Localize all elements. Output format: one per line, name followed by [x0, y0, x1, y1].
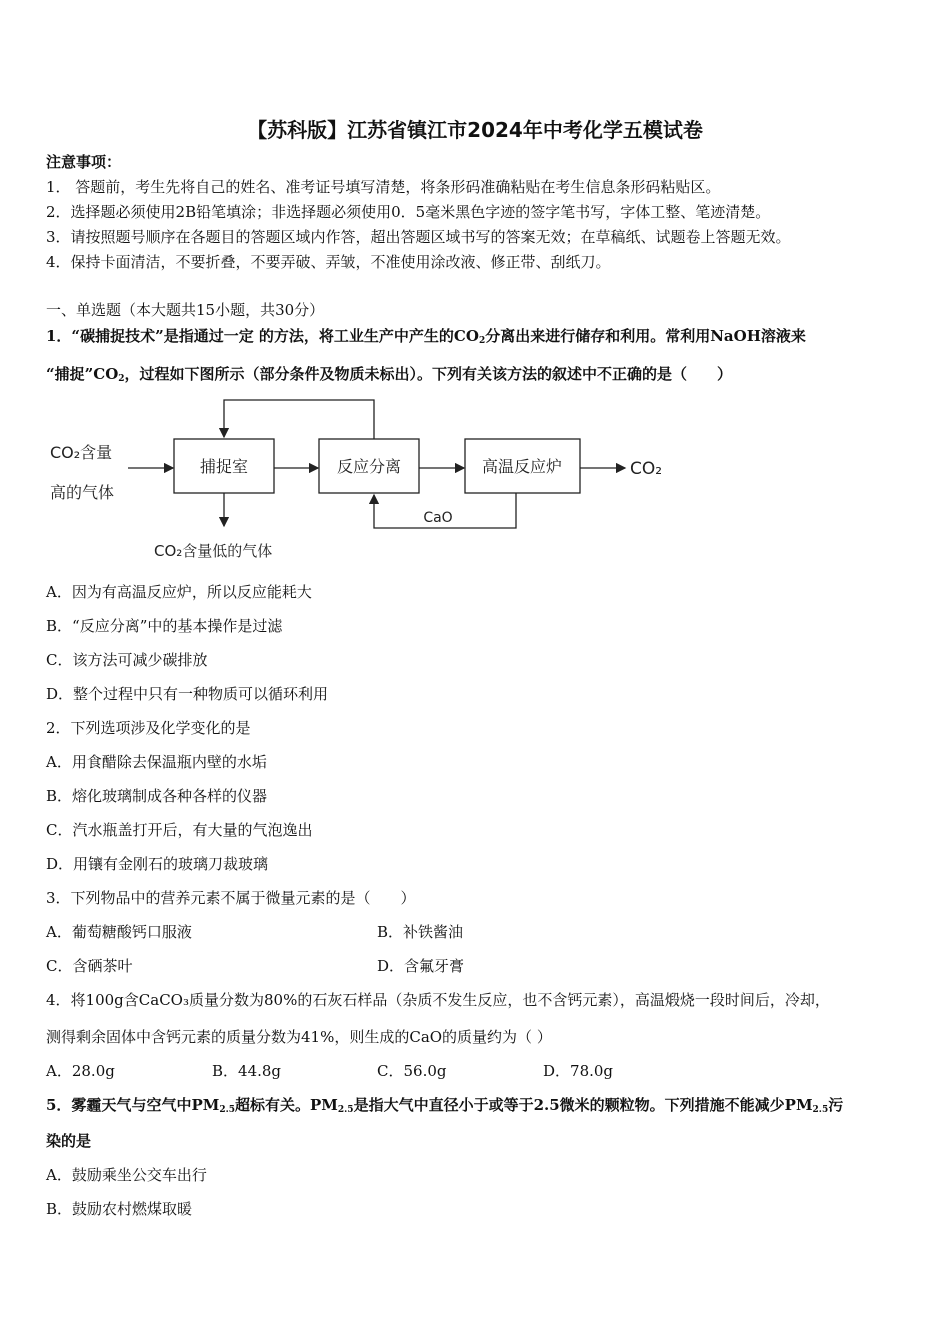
q1-option[interactable]: D．整个过程中只有一种物质可以循环利用 — [46, 685, 329, 703]
q5-option[interactable]: B．鼓励农村燃煤取暖 — [46, 1200, 193, 1218]
q1-option[interactable]: C．该方法可减少碳排放 — [46, 651, 208, 669]
q2-option[interactable]: A．用食醋除去保温瓶内壁的水垢 — [46, 753, 267, 771]
notice-item: 1． 答题前，考生先将自己的姓名、准考证号填写清楚，将条形码准确粘贴在考生信息条形码粘贴区。 — [46, 178, 721, 196]
section-heading: 一、单选题（本大题共15小题，共30分） — [46, 301, 325, 319]
capture-chamber-label: 捕捉室 — [199, 457, 249, 476]
q2-option[interactable]: D．用镶有金刚石的玻璃刀裁玻璃 — [46, 855, 269, 873]
diagram-input-label: CO₂含量 — [50, 443, 113, 462]
q2-stem: 2．下列选项涉及化学变化的是 — [46, 719, 251, 737]
q5-stem-line2: 染的是 — [46, 1132, 92, 1150]
q5-option[interactable]: A．鼓励乘坐公交车出行 — [46, 1166, 207, 1184]
notice-item: 4．保持卡面清洁，不要折叠，不要弄破、弄皱，不准使用涂改液、修正带、刮纸刀。 — [46, 253, 611, 271]
recycle-arrow-top — [224, 400, 374, 439]
q1-option[interactable]: B．“反应分离”中的基本操作是过滤 — [46, 617, 283, 635]
q1-process-diagram — [40, 392, 720, 570]
q2-option[interactable]: B．熔化玻璃制成各种各样的仪器 — [46, 787, 268, 805]
q1-option[interactable]: A．因为有高温反应炉，所以反应能耗大 — [46, 583, 312, 601]
q3-stem: 3．下列物品中的营养元素不属于微量元素的是（ ） — [46, 889, 416, 907]
q3-option[interactable]: B．补铁酱油 — [377, 923, 464, 941]
q5-stem-line1: 5．雾霾天气与空气中$PM_{2.5}$超标有关。$PM_{2.5}$是指大气中直径小于或等于2.5微米的颗粒物。下列措施不能减少$PM_{2.5}$污 — [46, 1096, 844, 1115]
page-title: 【苏科版】江苏省镇江市2024年中考化学五模试卷 — [247, 118, 703, 142]
notice-item: 2．选择题必须使用2B铅笔填涂；非选择题必须使用0．5毫米黑色字迹的签字笔书写，字体工整、笔迹清楚。 — [46, 203, 771, 221]
q4-option[interactable]: A．28.0g — [46, 1062, 115, 1080]
q2-option[interactable]: C．汽水瓶盖打开后，有大量的气泡逸出 — [46, 821, 313, 839]
diagram-input-label: 高的气体 — [50, 483, 115, 502]
q4-stem-line2: 测得剩余固体中含钙元素的质量分数为41%，则生成的CaO的质量约为（ ） — [46, 1028, 552, 1046]
q1-stem-line2: “捕捉$”CO_2$，过程如下图所示（部分条件及物质未标出）。下列有关该方法的叙述中不正确的是（ ） — [46, 365, 733, 384]
separation-label: 反应分离 — [336, 457, 402, 476]
furnace-label: 高温反应炉 — [481, 457, 563, 476]
q4-stem-line1: 4．将100g含CaCO₃质量分数为80%的石灰石样品（杂质不发生反应，也不含钙元素），高温煅烧一段时间后，冷却， — [46, 991, 830, 1009]
diagram-output-co2: CO₂ — [630, 459, 663, 479]
q4-option[interactable]: C．56.0g — [377, 1062, 447, 1080]
diagram-low-co2-label: CO₂含量低的气体 — [154, 542, 273, 560]
notice-heading: 注意事项： — [46, 153, 122, 171]
q3-option[interactable]: D．含氟牙膏 — [377, 957, 465, 975]
q4-option[interactable]: D．78.0g — [543, 1062, 614, 1080]
q1-stem-line1: 1．“碳捕捉技术”是指通过一定 的方法，将工业生产中产生的$CO_2$分离出来进行储存和利用。常利用NaOH溶液来 — [46, 327, 806, 346]
notice-item: 3．请按照题号顺序在各题目的答题区域内作答，超出答题区域书写的答案无效；在草稿纸、试题卷上答题无效。 — [46, 228, 791, 246]
q3-option[interactable]: C．含硒茶叶 — [46, 957, 133, 975]
recycle-cao-label: CaO — [423, 510, 453, 526]
q4-option[interactable]: B．44.8g — [212, 1062, 282, 1080]
q3-option[interactable]: A．葡萄糖酸钙口服液 — [46, 923, 192, 941]
